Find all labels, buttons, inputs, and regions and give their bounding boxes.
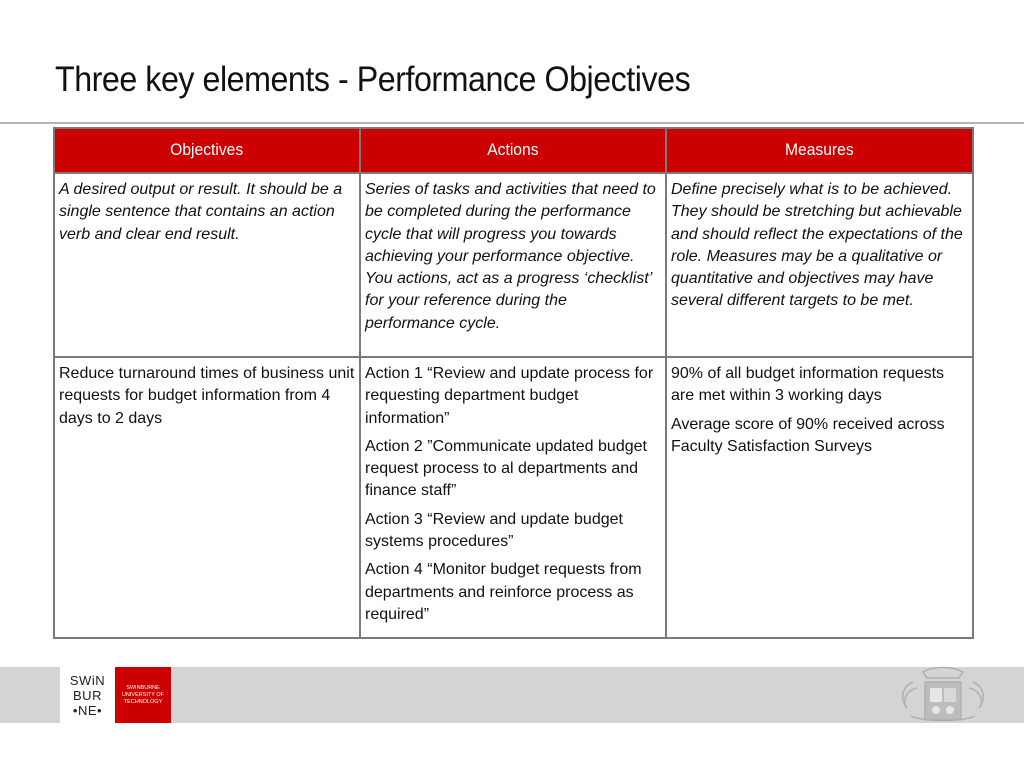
logo-wordmark (60, 667, 115, 723)
logo-caption (115, 667, 171, 723)
header-objectives: Objectives (54, 128, 360, 173)
logo-line: SWiN (69, 672, 106, 688)
action-item: Action 3 “Review and update budget systems procedures” (365, 510, 623, 551)
example-objective: Reduce turnaround times of business unit requests for budget information from 4 days to 2 days (54, 357, 360, 638)
example-actions-cell (360, 357, 666, 638)
measures-description: Define precisely what is to be achieved. They should be stretching but achievable and should reflect the expectations of the role. Measures may be a qualitative or quantitative and objectives may have several different targets to be met. (666, 173, 973, 357)
swinburne-logo (60, 667, 171, 723)
objectives-table (53, 127, 974, 639)
action-item: Action 1 “Review and update process for requesting department budget information” (365, 365, 654, 427)
action-item: Action 4 “Monitor budget requests from departments and reinforce process as required” (365, 561, 642, 623)
logo-line: •NE• (72, 702, 103, 718)
header-measures: Measures (666, 128, 973, 173)
example-measures-cell (666, 357, 973, 638)
table-row (54, 357, 973, 638)
logo-caption-line: SWINBURNE (126, 684, 160, 691)
measure-item: Average score of 90% received across Faculty Satisfaction Surveys (671, 415, 945, 455)
university-crest-icon (893, 664, 993, 724)
table-row (54, 173, 973, 357)
objectives-description: A desired output or result. It should be a single sentence that contains an action verb and clear end result. (54, 173, 360, 357)
header-actions: Actions (360, 128, 666, 173)
logo-caption-line: TECHNOLOGY (123, 698, 163, 705)
actions-description: Series of tasks and activities that need to be completed during the performance cycle that will progress you towards achieving your performance objective. You actions, act as a progress ‘checklist’ for your reference during the performance cycle. (360, 173, 666, 357)
title-divider (0, 122, 1024, 124)
measure-item: 90% of all budget information requests are met within 3 working days (671, 365, 945, 405)
logo-line: BUR (73, 687, 102, 703)
logo-caption-line: UNIVERSITY OF (121, 691, 165, 698)
slide-title: Three key elements - Performance Objectives (55, 60, 691, 99)
table-header-row (54, 128, 973, 173)
action-item: Action 2 ”Communicate updated budget request process to al departments and finance staff” (365, 437, 647, 500)
